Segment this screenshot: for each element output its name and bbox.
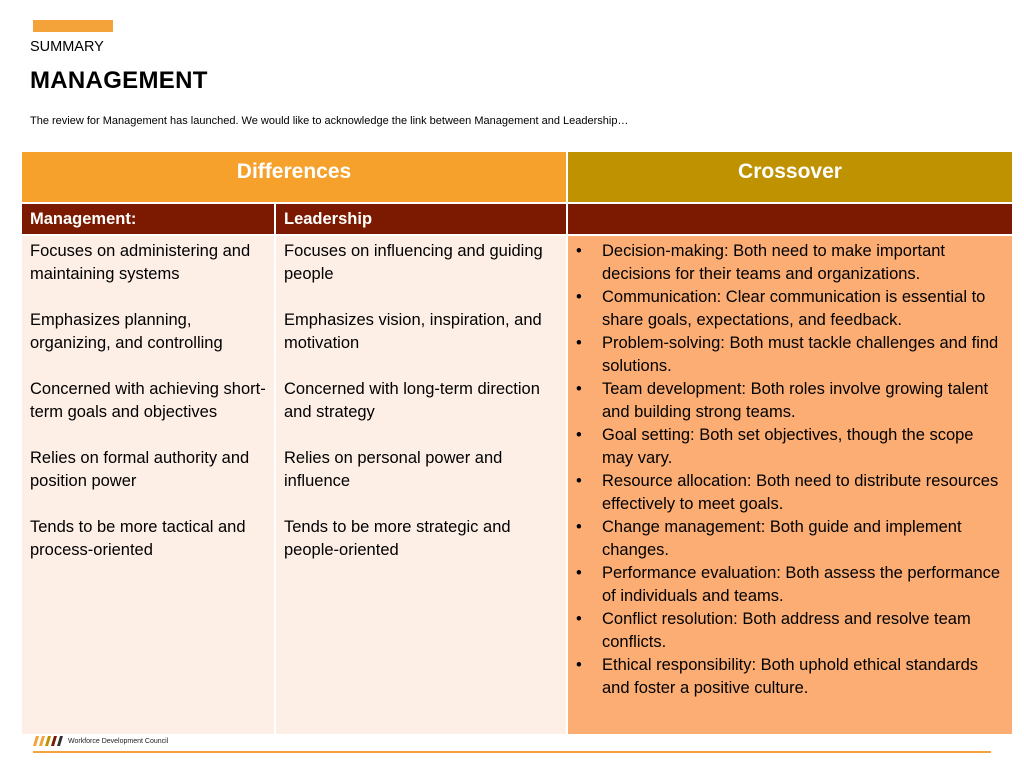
management-item: Tends to be more tactical and process-oriented <box>30 518 246 559</box>
crossover-item-text: Change management: Both guide and implement changes. <box>602 518 962 559</box>
crossover-item <box>576 424 1006 470</box>
crossover-item-text: Goal setting: Both set objectives, though the scope may vary. <box>602 426 974 467</box>
leadership-item: Concerned with long-term direction and strategy <box>284 380 540 421</box>
crossover-item <box>576 332 1006 378</box>
management-subheader: Management: <box>22 204 274 234</box>
crossover-column <box>568 236 1012 734</box>
bullet-icon: • <box>576 472 582 490</box>
crossover-list <box>576 240 1006 700</box>
page-subtitle: The review for Management has launched. We would like to acknowledge the link between Management and Leadership… <box>30 115 629 127</box>
crossover-item-text: Problem-solving: Both must tackle challenges and find solutions. <box>602 334 999 375</box>
crossover-item <box>576 562 1006 608</box>
crossover-item-text: Performance evaluation: Both assess the performance of individuals and teams. <box>602 564 1001 605</box>
crossover-item-text: Ethical responsibility: Both uphold ethical standards and foster a positive culture. <box>602 656 979 697</box>
bullet-icon: • <box>576 426 582 444</box>
leadership-item: Emphasizes vision, inspiration, and motivation <box>284 311 542 352</box>
crossover-item-text: Decision-making: Both need to make important decisions for their teams and organizations. <box>602 242 946 283</box>
crossover-item-text: Conflict resolution: Both address and resolve team conflicts. <box>602 610 971 651</box>
comparison-table <box>22 152 1012 734</box>
bullet-icon: • <box>576 564 582 582</box>
bullet-icon: • <box>576 380 582 398</box>
leadership-item: Tends to be more strategic and people-oriented <box>284 518 511 559</box>
footer-logo <box>33 735 168 747</box>
management-item: Emphasizes planning, organizing, and controlling <box>30 311 223 352</box>
leadership-subheader: Leadership <box>276 204 566 234</box>
management-item: Concerned with achieving short-term goals and objectives <box>30 380 266 421</box>
crossover-header: Crossover <box>568 152 1012 202</box>
leadership-item: Relies on personal power and influence <box>284 449 503 490</box>
wdc-logo-icon <box>33 736 63 746</box>
management-column <box>22 236 274 734</box>
bullet-icon: • <box>576 518 582 536</box>
crossover-subheader <box>568 204 1012 234</box>
crossover-item <box>576 286 1006 332</box>
bullet-icon: • <box>576 656 582 674</box>
management-item: Relies on formal authority and position power <box>30 449 250 490</box>
crossover-item <box>576 654 1006 700</box>
section-kicker: SUMMARY <box>30 39 104 55</box>
accent-bar <box>33 20 113 32</box>
footer-rule <box>33 751 991 753</box>
bullet-icon: • <box>576 334 582 352</box>
crossover-item <box>576 240 1006 286</box>
bullet-icon: • <box>576 288 582 306</box>
crossover-item <box>576 470 1006 516</box>
crossover-item <box>576 608 1006 654</box>
page-title: MANAGEMENT <box>30 67 208 94</box>
management-item: Focuses on administering and maintaining systems <box>30 242 251 283</box>
crossover-item-text: Communication: Clear communication is essential to share goals, expectations, and feedback. <box>602 288 986 329</box>
bullet-icon: • <box>576 242 582 260</box>
leadership-column <box>276 236 566 734</box>
bullet-icon: • <box>576 610 582 628</box>
leadership-item: Focuses on influencing and guiding people <box>284 242 543 283</box>
differences-header: Differences <box>22 152 566 202</box>
org-name: Workforce Development Council <box>68 737 169 745</box>
crossover-item <box>576 516 1006 562</box>
crossover-item <box>576 378 1006 424</box>
crossover-item-text: Team development: Both roles involve growing talent and building strong teams. <box>602 380 989 421</box>
crossover-item-text: Resource allocation: Both need to distribute resources effectively to meet goals. <box>602 472 999 513</box>
